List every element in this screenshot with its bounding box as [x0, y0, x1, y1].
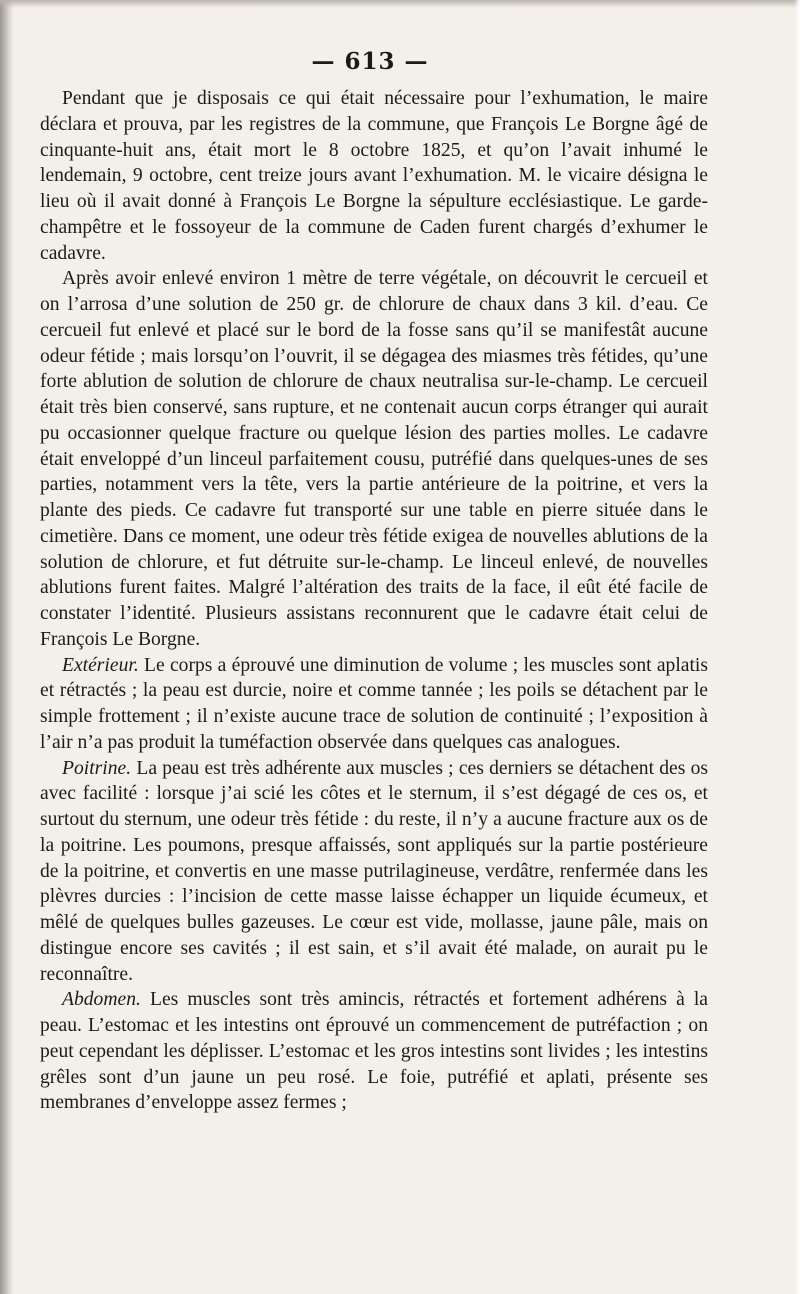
- paragraph-poitrine: [40, 756, 708, 988]
- paragraph-cercueil: [40, 266, 708, 652]
- paragraph-text: La peau est très adhérente aux muscles ; ces derniers se détachent des os avec facilité : lorsque j’ai scié les côtes et le sternum, il s’est dégagé de ces os, et surtout du sternum, une odeur très fétide : du reste, il n’y a aucune fracture aux os de la poitrine. Les poumons, presque affaissés, sont appliqués sur la partie postérieure de la poitrine, et convertis en une masse putrilagineuse, verdâtre, renfermée dans les plèvres durcies : l’incision de cette masse laisse échapper un liquide écumeux, et mêlé de quelques bulles gazeuses. Le cœur est vide, mollasse, jaune pâle, mais on distingue encore ses cavités ; il est sain, et s’il avait été malade, on aurait pu le reconnaître.: [40, 757, 708, 985]
- paragraph-text: Pendant que je disposais ce qui était nécessaire pour l’exhumation, le maire déclara et prouva, par les registres de la commune, que François Le Borgne âgé de cinquante-huit ans, était mort le 8 octobre 1825, et qu’on l’avait inhumé le lendemain, 9 octobre, cent treize jours avant l’exhumation. M. le vicaire désigna le lieu où il avait donné à François Le Borgne la sépulture ecclésiastique. Le garde-champêtre et le fossoyeur de la commune de Caden furent chargés d’exhumer le cadavre.: [40, 88, 708, 264]
- paragraph-text: Les muscles sont très amincis, rétractés et fortement adhérens à la peau. L’estomac et les intestins ont éprouvé un commencement de putréfaction ; on peut cependant les déplisser. L’estomac et les gros intestins sont livides ; les intestins grêles sont d’un jaune un peu rosé. Le foie, putréfié et aplati, présente ses membranes d’enveloppe assez fermes ;: [40, 989, 708, 1114]
- paragraph-text: Le corps a éprouvé une diminution de volume ; les muscles sont aplatis et rétractés ; la peau est durcie, noire et comme tannée ; les poils se détachent par le simple frottement ; il n’existe aucune trace de solution de continuité ; l’exposition à l’air n’a pas produit la tuméfaction observée dans quelques cas analogues.: [40, 654, 708, 753]
- body-text: [40, 86, 708, 1116]
- page-top-shadow: [0, 0, 800, 8]
- section-heading-exterieur: Extérieur.: [62, 654, 139, 676]
- paragraph-abdomen: [40, 987, 708, 1116]
- section-heading-abdomen: Abdomen.: [62, 989, 141, 1011]
- paragraph-exterieur: [40, 653, 708, 756]
- paragraph-exhumation: [40, 86, 708, 266]
- section-heading-poitrine: Poitrine.: [62, 757, 132, 779]
- page-number: — 613 —: [311, 48, 429, 75]
- page-left-shadow: [0, 0, 14, 1294]
- paragraph-text: Après avoir enlevé environ 1 mètre de terre végétale, on découvrit le cercueil et on l’arrosa d’une solution de 250 gr. de chlorure de chaux dans 3 kil. d’eau. Ce cercueil fut enlevé et placé sur le bord de la fosse sans qu’il se manifestât aucune odeur fétide ; mais lorsqu’on l’ouvrit, il se dégagea des miasmes très fétides, qu’une forte ablution de solution de chlorure de chaux neutralisa sur-le-champ. Le cercueil était très bien conservé, sans rupture, et ne contenait aucun corps étranger qui aurait pu occasionner quelque fracture ou quelque lésion des parties molles. Le cadavre était enveloppé d’un linceul parfaitement cousu, putréfié dans quelques-unes de ses parties, notamment vers la tête, vers la partie antérieure de la poitrine, et vers la plante des pieds. Ce cadavre fut transporté sur une table en pierre située dans le cimetière. Dans ce moment, une odeur très fétide exigea de nouvelles ablutions de la solution de chlorure, et fut détruite sur-le-champ. Le linceul enlevé, de nouvelles ablutions furent faites. Malgré l’altération des traits de la face, il eût été facile de constater l’identité. Plusieurs assistans reconnurent que le cadavre était celui de François Le Borgne.: [40, 268, 708, 650]
- page-right-edge: [794, 0, 800, 1294]
